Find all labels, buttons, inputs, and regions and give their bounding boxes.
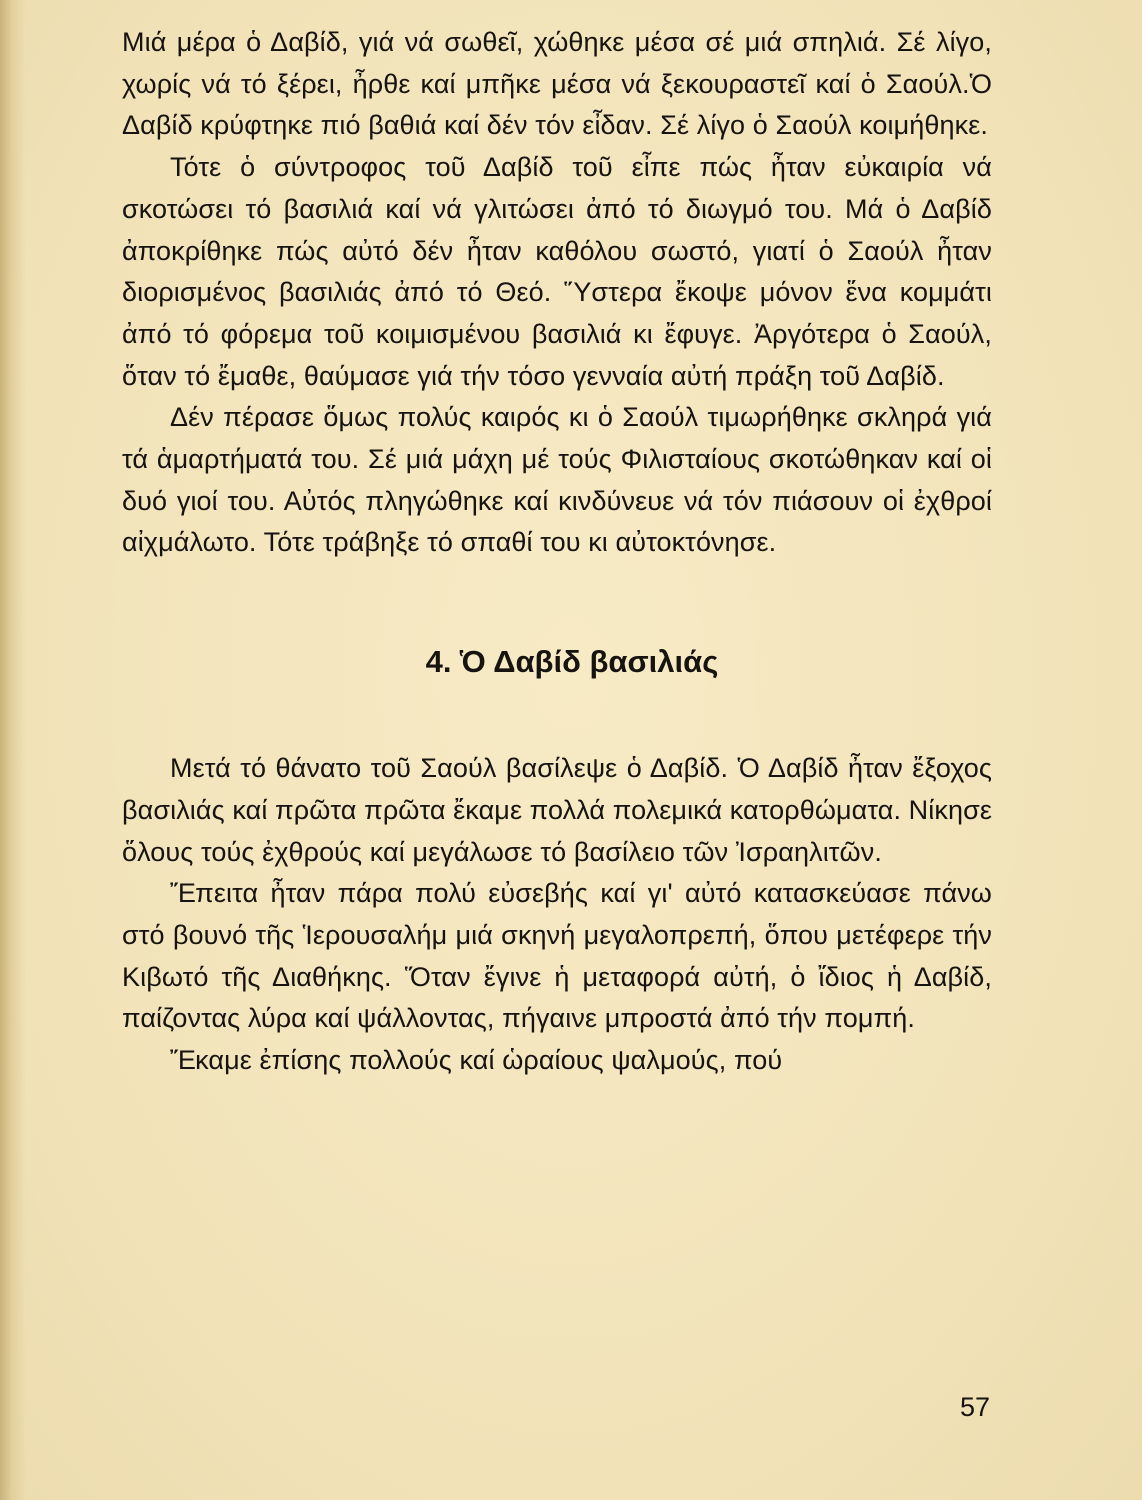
page-number: 57 bbox=[959, 1392, 990, 1422]
section-heading: 4. Ὁ Δαβίδ βασιλιάς bbox=[425, 644, 719, 680]
paragraph-2: Τότε ὁ σύντροφος τοῦ Δαβίδ τοῦ εἶπε πώς ἦταν εὐκαιρία νά σκοτώσει τό βασιλιά καί νά γλιτώσει ἀπό τό διωγμό του. Μά ὁ Δαβίδ ἀποκρίθηκε πώς αὐτό δέν ἦταν καθόλου σωστό, γιατί ὁ Σαούλ ἦταν διορισμένος βασιλιάς ἀπό τό Θεό. Ὕστερα ἔκοψε μόνον ἕνα κομμάτι ἀπό τό φόρεμα τοῦ κοιμισμένου βασιλιά κι ἔφυγε. Ἀργότερα ὁ Σαούλ, ὅταν τό ἔμαθε, θαύμασε γιά τήν τόσο γενναία αὐτή πράξη τοῦ Δαβίδ. bbox=[122, 152, 992, 391]
paragraph-4: Μετά τό θάνατο τοῦ Σαούλ βασίλεψε ὁ Δαβίδ. Ὁ Δαβίδ ἦταν ἔξοχος βασιλιάς καί πρῶτα πρῶτα ἔκαμε πολλά πολεμικά κατορθώματα. Νίκησε ὅλους τούς ἐχθρούς καί μεγάλωσε τό βασίλειο τῶν Ἰσραηλιτῶν. bbox=[122, 753, 992, 867]
paragraph-3: Δέν πέρασε ὅμως πολύς καιρός κι ὁ Σαούλ τιμωρήθηκε σκληρά γιά τά ἁμαρτήματά του. Σέ μιά μάχη μέ τούς Φιλισταίους σκοτώθηκαν καί οἱ δυό γιοί του. Αὐτός πληγώθηκε καί κινδύνευε νά τόν πιάσουν οἱ ἐχθροί αἰχμάλωτο. Τότε τράβηξε τό σπαθί του κι αὐτοκτόνησε. bbox=[122, 402, 992, 558]
page-text bbox=[122, 22, 992, 1082]
paragraph-5: Ἔπειτα ἦταν πάρα πολύ εὐσεβής καί γι' αὐτό κατασκεύασε πάνω στό βουνό τῆς Ἱερουσαλήμ μιά σκηνή μεγαλοπρεπή, ὅπου μετέφερε τήν Κιβωτό τῆς Διαθήκης. Ὅταν ἔγινε ἡ μεταφορά αὐτή, ὁ ἴδιος ἡ Δαβίδ, παίζοντας λύρα καί ψάλλοντας, πήγαινε μπροστά ἀπό τήν πομπή. bbox=[122, 878, 992, 1034]
paragraph-1: Μιά μέρα ὁ Δαβίδ, γιά νά σωθεῖ, χώθηκε μέσα σέ μιά σπηλιά. Σέ λίγο, χωρίς νά τό ξέρει, ἦρθε καί μπῆκε μέσα νά ξεκουραστεῖ καί ὁ Σαούλ.Ὁ Δαβίδ κρύφτηκε πιό βαθιά καί δέν τόν εἶδαν. Σέ λίγο ὁ Σαούλ κοιμήθηκε. bbox=[122, 27, 992, 141]
paragraph-6: Ἔκαμε ἐπίσης πολλούς καί ὡραίους ψαλμούς, πού bbox=[170, 1045, 783, 1076]
spine-shadow bbox=[0, 0, 26, 1500]
